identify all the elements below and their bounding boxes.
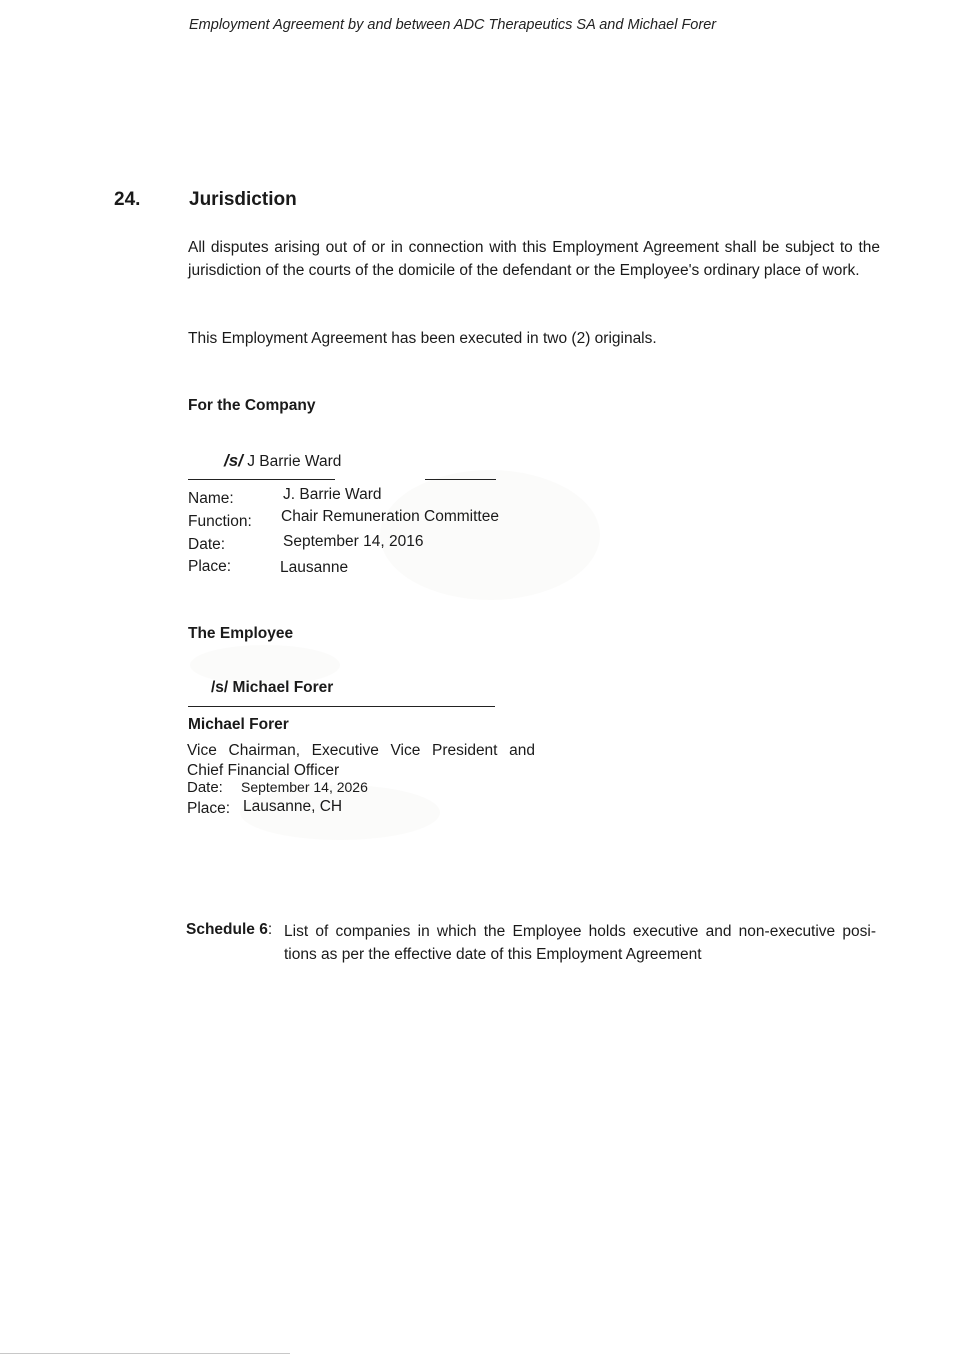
company-signature-line	[188, 479, 335, 480]
employee-date-value: September 14, 2026	[241, 779, 368, 795]
company-name-value: J. Barrie Ward	[283, 486, 382, 503]
company-signature	[224, 451, 341, 471]
section-title: Jurisdiction	[189, 189, 297, 210]
company-place-value: Lausanne	[280, 559, 349, 576]
company-function-value: Chair Remuneration Committee	[281, 508, 499, 525]
employee-signature-line	[188, 706, 495, 707]
employee-function-line1: Vice Chairman, Executive Vice President and	[187, 742, 535, 759]
running-header: Employment Agreement by and between ADC Therapeutics SA and Michael Forer	[189, 17, 717, 33]
employee-place-value: Lausanne, CH	[243, 798, 343, 815]
company-date-label: Date:	[188, 536, 226, 553]
section-number: 24.	[114, 189, 141, 210]
employee-block-title: The Employee	[188, 625, 294, 642]
company-place-label: Place:	[188, 558, 232, 575]
schedule-label-colon: :	[267, 921, 273, 938]
signature-mark: /s/	[224, 451, 243, 470]
company-function-label: Function:	[188, 513, 252, 530]
signature-name: J Barrie Ward	[247, 453, 342, 470]
employee-function-line2: Chief Financial Officer	[187, 762, 340, 779]
page-bottom-rule	[0, 1353, 290, 1354]
company-block-title: For the Company	[188, 397, 316, 414]
schedule-label-text: Schedule 6	[186, 921, 268, 938]
employee-signature: /s/ Michael Forer	[211, 679, 334, 696]
jurisdiction-paragraph: All disputes arising out of or in connection with this Employment Agreement shall be subject to the jurisdiction of the courts of the domicile of the defendant or the Employee's ordinary place of work.	[188, 239, 880, 279]
employee-name: Michael Forer	[188, 716, 289, 733]
employee-place-label: Place:	[187, 800, 231, 817]
schedule-description: List of companies in which the Employee holds executive and non-executive posi- tions as per the effective date of this Employment Agreement	[284, 923, 876, 963]
company-name-label: Name:	[188, 490, 234, 507]
schedule-label	[186, 921, 272, 939]
originals-paragraph: This Employment Agreement has been executed in two (2) originals.	[188, 330, 657, 347]
employee-date-label: Date:	[187, 779, 223, 796]
company-date-value: September 14, 2016	[283, 533, 424, 550]
company-signature-line-right	[425, 479, 496, 480]
